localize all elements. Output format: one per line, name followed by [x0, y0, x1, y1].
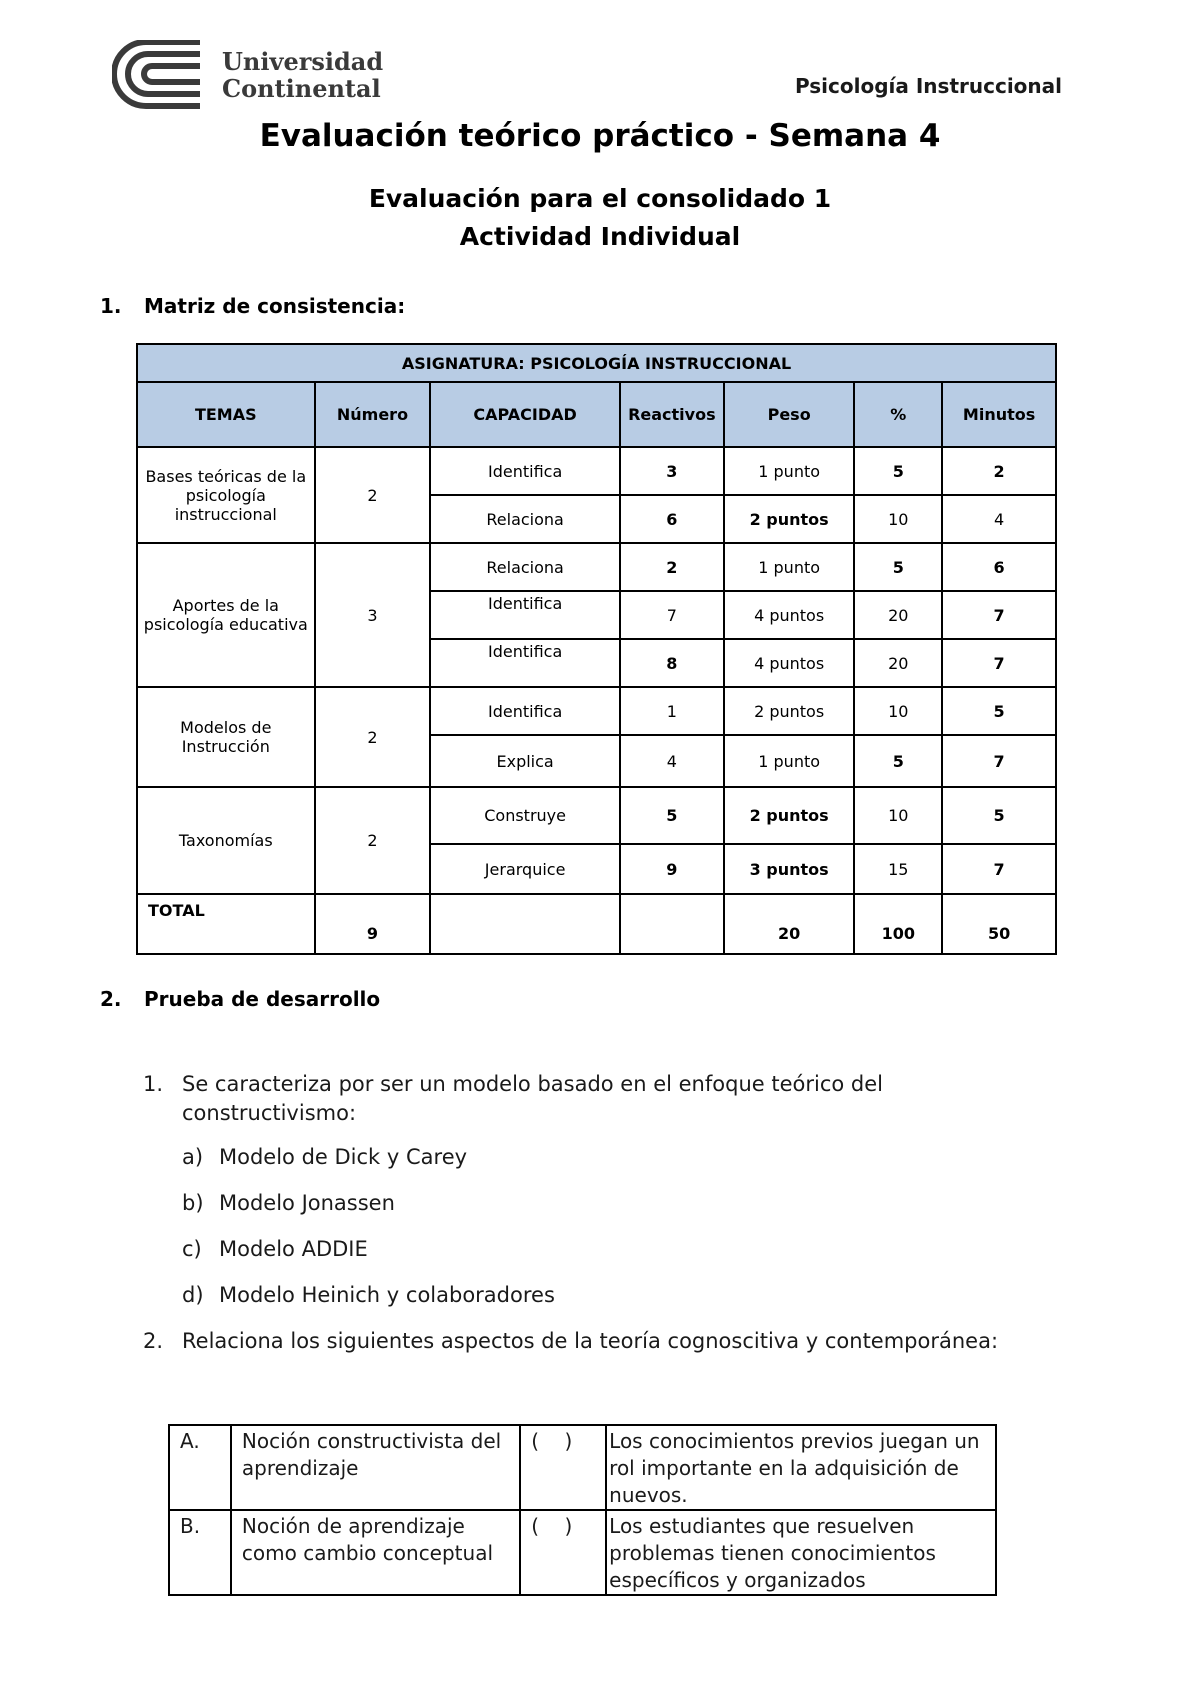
reactivos-cell: 8: [620, 639, 724, 687]
minutos-cell: 4: [942, 495, 1056, 543]
peso-cell: 2 puntos: [724, 687, 855, 735]
option-text: Modelo Heinich y colaboradores: [219, 1283, 555, 1307]
pct-cell: 10: [854, 687, 942, 735]
capacidad-cell: Relaciona: [430, 495, 620, 543]
capacidad-cell: Construye: [430, 787, 620, 844]
pct-cell: 10: [854, 495, 942, 543]
relation-statement: Los conocimientos previos juegan un rol importante en la adquisición de nuevos.: [606, 1425, 996, 1510]
capacidad-cell: Explica: [430, 735, 620, 787]
pct-cell: 5: [854, 447, 942, 495]
table-row: [169, 1510, 996, 1595]
pct-cell: 10: [854, 787, 942, 844]
pct-cell: 20: [854, 639, 942, 687]
numero-cell: 2: [315, 687, 431, 787]
table-row: [137, 447, 1056, 495]
peso-cell: 4 puntos: [724, 591, 855, 639]
relation-blank[interactable]: ( ): [520, 1510, 606, 1595]
relation-blank[interactable]: ( ): [520, 1425, 606, 1510]
peso-cell: 4 puntos: [724, 639, 855, 687]
reactivos-cell: 6: [620, 495, 724, 543]
option-text: Modelo de Dick y Carey: [219, 1145, 468, 1169]
consistency-matrix-table: [136, 343, 1057, 955]
table-row: [137, 543, 1056, 591]
numero-cell: 3: [315, 543, 431, 687]
reactivos-cell: 5: [620, 787, 724, 844]
section-2-number: 2.: [100, 987, 122, 1011]
column-header: Minutos: [942, 382, 1056, 447]
question-2: [143, 1329, 998, 1353]
peso-cell: 2 puntos: [724, 787, 855, 844]
pct-cell: 20: [854, 591, 942, 639]
matrix-heading: ASIGNATURA: PSICOLOGÍA INSTRUCCIONAL: [137, 344, 1056, 382]
logo-text: [222, 48, 383, 102]
peso-cell: 1 punto: [724, 543, 855, 591]
subtitle-actividad: Actividad Individual: [459, 222, 741, 251]
option-letter: a): [182, 1145, 204, 1169]
relation-concept: Noción de aprendizaje como cambio conceptual: [231, 1510, 520, 1595]
page-title: Evaluación teórico práctico - Semana 4: [259, 118, 941, 154]
option-letter: b): [182, 1191, 204, 1215]
minutos-cell: 5: [942, 787, 1056, 844]
reactivos-cell: 4: [620, 735, 724, 787]
table-row: [137, 687, 1056, 735]
pct-cell: 5: [854, 735, 942, 787]
table-row: [137, 787, 1056, 844]
column-header: Reactivos: [620, 382, 724, 447]
section-2-label: Prueba de desarrollo: [144, 987, 381, 1011]
total-peso: 20: [724, 894, 855, 954]
capacidad-cell: Identifica: [430, 639, 620, 687]
reactivos-cell: 1: [620, 687, 724, 735]
total-row: [137, 894, 1056, 954]
question-1-number: 1.: [143, 1072, 164, 1096]
column-header: Número: [315, 382, 431, 447]
subtitle-consolidado: Evaluación para el consolidado 1: [368, 184, 832, 213]
total-numero: 9: [315, 894, 431, 954]
numero-cell: 2: [315, 787, 431, 894]
minutos-cell: 5: [942, 687, 1056, 735]
total-label: TOTAL: [137, 894, 315, 954]
column-header: Peso: [724, 382, 855, 447]
reactivos-cell: 7: [620, 591, 724, 639]
reactivos-cell: 2: [620, 543, 724, 591]
section-1-label: Matriz de consistencia:: [144, 294, 406, 318]
option-text: Modelo Jonassen: [219, 1191, 395, 1215]
option-c: [182, 1237, 368, 1261]
total-minutos: 50: [942, 894, 1056, 954]
option-letter: d): [182, 1283, 204, 1307]
question-1-text: Se caracteriza por ser un modelo basado en el enfoque teórico del constructivismo:: [182, 1072, 883, 1125]
relation-letter: B.: [169, 1510, 231, 1595]
capacidad-cell: Jerarquice: [430, 844, 620, 894]
column-header: TEMAS: [137, 382, 315, 447]
relation-letter: A.: [169, 1425, 231, 1510]
peso-cell: 1 punto: [724, 447, 855, 495]
minutos-cell: 6: [942, 543, 1056, 591]
pct-cell: 5: [854, 543, 942, 591]
reactivos-cell: 3: [620, 447, 724, 495]
question-2-text: Relaciona los siguientes aspectos de la teoría cognoscitiva y contemporánea:: [182, 1329, 999, 1353]
question-1: [143, 1070, 933, 1128]
minutos-cell: 7: [942, 735, 1056, 787]
tema-cell: Taxonomías: [137, 787, 315, 894]
option-d: [182, 1283, 555, 1307]
reactivos-cell: 9: [620, 844, 724, 894]
section-1-number: 1.: [100, 294, 122, 318]
minutos-cell: 2: [942, 447, 1056, 495]
tema-cell: Aportes de la psicología educativa: [137, 543, 315, 687]
logo-line2: Continental: [222, 74, 381, 103]
option-a: [182, 1145, 467, 1169]
capacidad-cell: Identifica: [430, 591, 620, 639]
section-1-heading: [100, 294, 405, 318]
section-2-heading: [100, 987, 380, 1011]
total-reactivos-empty: [620, 894, 724, 954]
option-letter: c): [182, 1237, 202, 1261]
total-pct: 100: [854, 894, 942, 954]
peso-cell: 2 puntos: [724, 495, 855, 543]
total-capacidad-empty: [430, 894, 620, 954]
capacidad-cell: Identifica: [430, 447, 620, 495]
relation-concept: Noción constructivista del aprendizaje: [231, 1425, 520, 1510]
numero-cell: 2: [315, 447, 431, 543]
capacidad-cell: Identifica: [430, 687, 620, 735]
option-text: Modelo ADDIE: [219, 1237, 368, 1261]
minutos-cell: 7: [942, 639, 1056, 687]
logo-line1: Universidad: [222, 47, 384, 76]
question-2-number: 2.: [143, 1329, 164, 1353]
column-header: %: [854, 382, 942, 447]
peso-cell: 3 puntos: [724, 844, 855, 894]
option-b: [182, 1191, 395, 1215]
pct-cell: 15: [854, 844, 942, 894]
course-name: Psicología Instruccional: [794, 74, 1062, 98]
minutos-cell: 7: [942, 844, 1056, 894]
minutos-cell: 7: [942, 591, 1056, 639]
capacidad-cell: Relaciona: [430, 543, 620, 591]
peso-cell: 1 punto: [724, 735, 855, 787]
tema-cell: Bases teóricas de la psicología instruccional: [137, 447, 315, 543]
relation-statement: Los estudiantes que resuelven problemas tienen conocimientos específicos y organizados: [606, 1510, 996, 1595]
table-row: [169, 1425, 996, 1510]
column-header: CAPACIDAD: [430, 382, 620, 447]
tema-cell: Modelos de Instrucción: [137, 687, 315, 787]
relation-table: [168, 1424, 997, 1596]
